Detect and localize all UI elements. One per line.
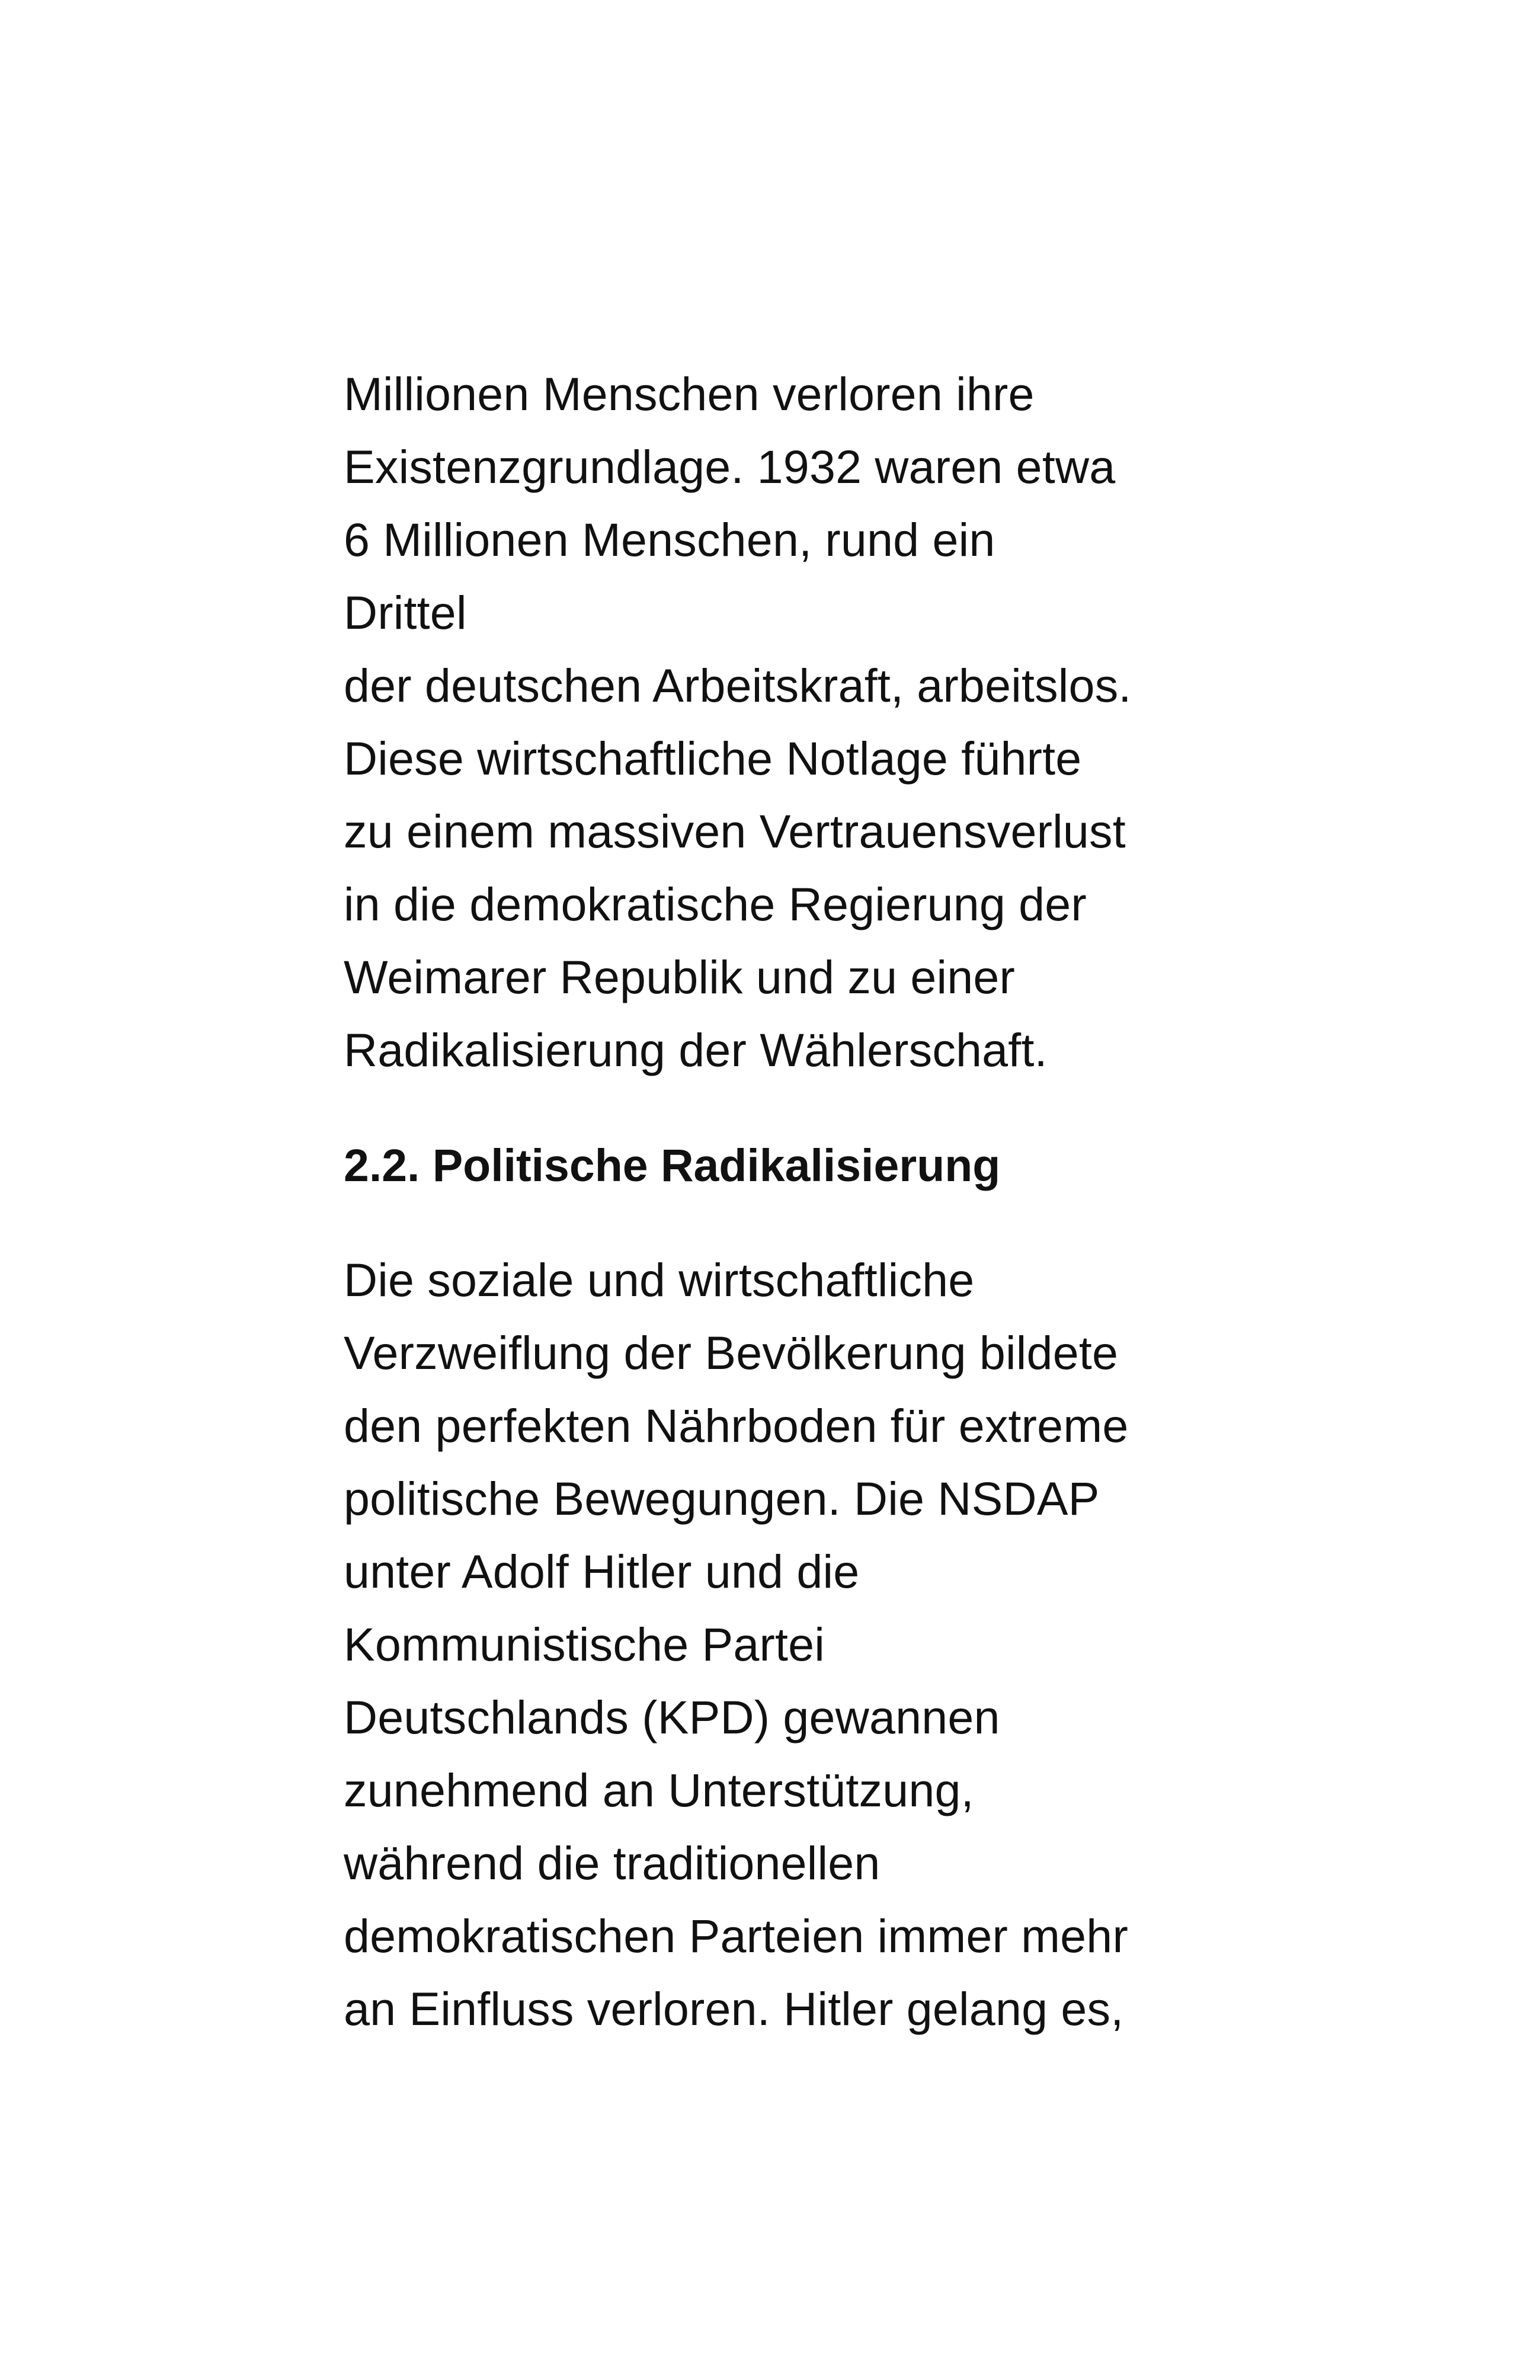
paragraph-economic-crisis [344,357,1232,1086]
text-line: Diese wirtschaftliche Notlage führte [344,732,1082,785]
text-line: zu einem massiven Vertrauensverlust [344,805,1126,858]
text-line: Millionen Menschen verloren ihre [344,367,1035,420]
text-line: in die demokratische Regierung der [344,878,1087,930]
text-line: den perfekten Nährboden für extreme [344,1399,1129,1452]
text-line: Weimarer Republik und zu einer [344,951,1016,1003]
text-line: Deutschlands (KPD) gewannen [344,1691,1000,1744]
text-line: unter Adolf Hitler und die [344,1545,860,1598]
section-heading: 2.2. Politische Radikalisierung [344,1140,1001,1191]
text-line: zunehmend an Unterstützung, [344,1764,974,1816]
text-line: an Einfluss verloren. Hitler gelang es, [344,1982,1124,2035]
text-line: Drittel [344,586,467,639]
text-line: demokratischen Parteien immer mehr [344,1909,1128,1962]
text-line: während die traditionellen [344,1837,881,1889]
text-line: Die soziale und wirtschaftliche [344,1253,975,1306]
text-line: 6 Millionen Menschen, rund ein [344,513,995,566]
text-line: Existenzgrundlage. 1932 waren etwa [344,440,1116,493]
text-line: Radikalisierung der Wählerschaft. [344,1023,1048,1076]
text-line: Kommunistische Partei [344,1618,825,1671]
paragraph-political-radicalization [344,1243,1232,2045]
text-line: der deutschen Arbeitskraft, arbeitslos. [344,659,1132,712]
text-line: Verzweiflung der Bevölkerung bildete [344,1326,1119,1379]
section-heading-container [344,1130,1232,1202]
text-line: politische Bewegungen. Die NSDAP [344,1472,1100,1525]
